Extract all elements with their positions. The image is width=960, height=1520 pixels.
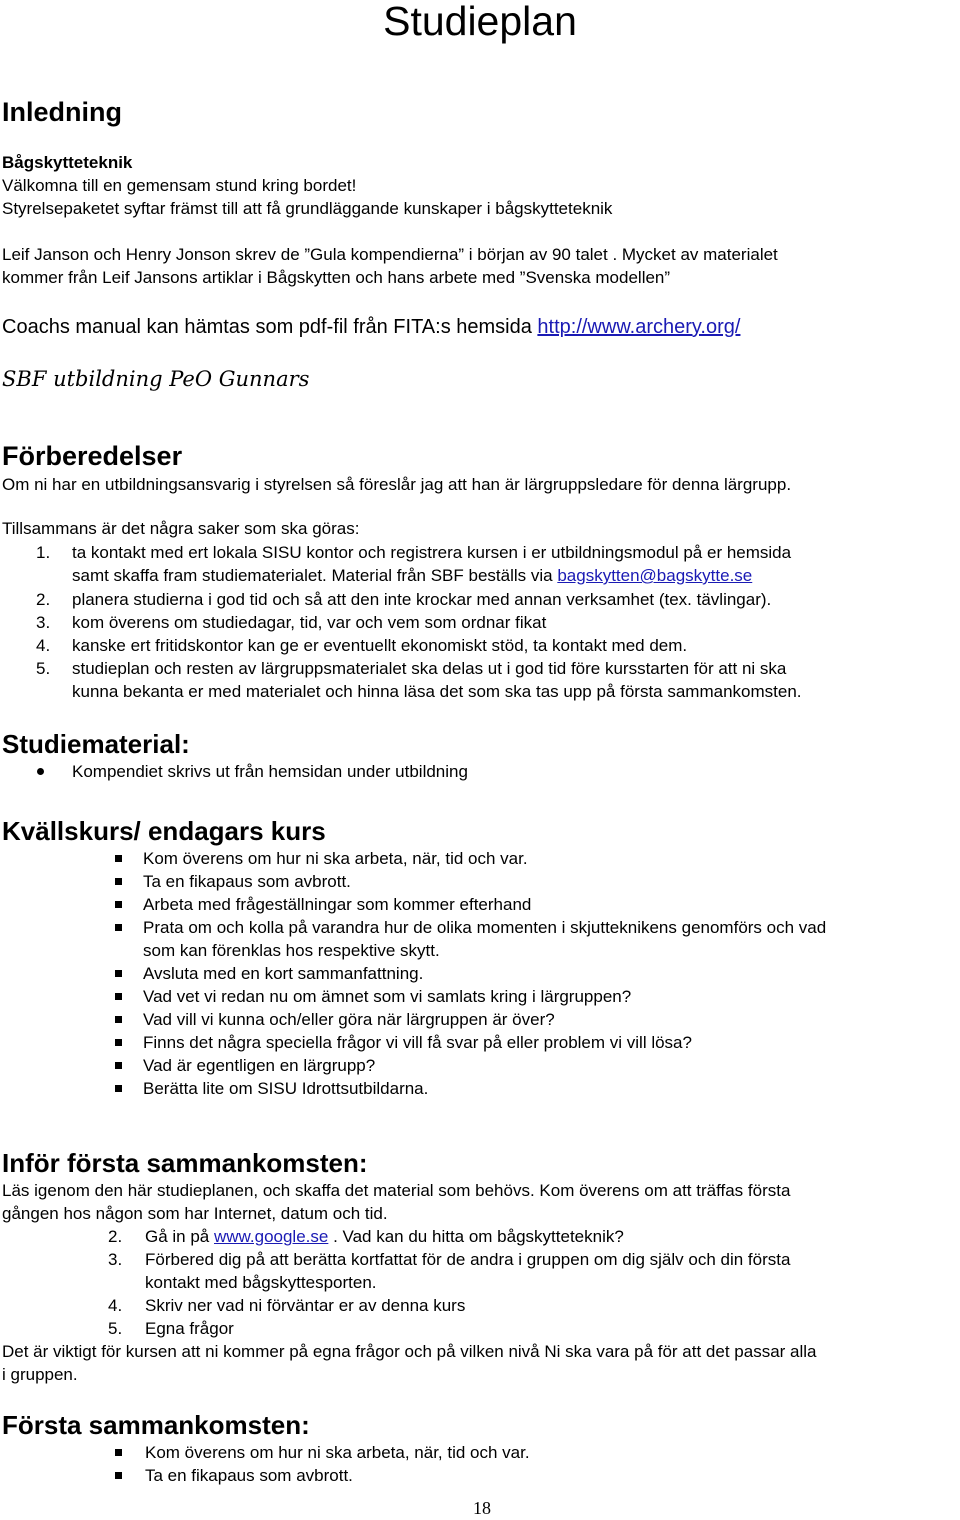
bullet-icon [37,768,44,775]
list-number: 2. [108,1227,123,1246]
list-number: 3. [36,613,51,632]
list-item: Avsluta med en kort sammanfattning. [143,964,424,983]
together-line: Tillsammans är det några saker som ska göras: [2,519,360,538]
coachs-manual-line [2,315,740,339]
list-item: planera studierna i god tid och så att den inte krockar med annan verksamhet (tex. tävlingar). [72,590,772,609]
list-number: 1. [36,543,51,562]
list-item: ta kontakt med ert lokala SISU kontor och registrera kursen i er utbildningsmodul på er hemsida [72,543,792,562]
list-number: 4. [36,636,51,655]
material-text: samt skaffa fram studiematerialet. Material från SBF beställs via [72,566,558,585]
google-pre: Gå in på [145,1227,214,1246]
list-item: Ta en fikapaus som avbrott. [145,1466,353,1485]
google-post: . Vad kan du hitta om bågskytteteknik? [328,1227,624,1246]
list-item: Vad vill vi kunna och/eller göra när lärgruppen är över? [143,1010,555,1029]
section-heading-forberedelser: Förberedelser [2,441,183,471]
square-bullet-icon [115,993,122,1000]
page-title: Studieplan [383,0,577,44]
square-bullet-icon [115,855,122,862]
square-bullet-icon [115,970,122,977]
square-bullet-icon [115,1472,122,1479]
section-heading-inledning: Inledning [2,97,122,127]
coachs-manual-text: Coachs manual kan hämtas som pdf-fil från FITA:s hemsida [2,316,538,338]
list-item: Arbeta med frågeställningar som kommer efterhand [143,895,532,914]
list-item-continued: kontakt med bågskyttesporten. [145,1273,377,1292]
list-number: 5. [108,1319,123,1338]
section-heading-studiematerial: Studiematerial: [2,729,190,759]
infor-intro-line-2: gången hos någon som har Internet, datum och tid. [2,1204,388,1223]
email-link[interactable]: bagskytten@bagskytte.se [557,566,753,585]
list-item: kom överens om studiedagar, tid, var och vem som ordnar fikat [72,613,547,632]
forberedelser-intro: Om ni har en utbildningsansvarig i styrelsen så föreslår jag att han är lärgruppsledare för denna lärgrupp. [2,475,792,494]
list-item: Prata om och kolla på varandra hur de olika momenten i skjutteknikens genomförs och vad [143,918,827,937]
list-item: Skriv ner vad ni förväntar er av denna kurs [145,1296,466,1315]
page-number: 18 [473,1498,491,1518]
section-heading-kvallskurs: Kvällskurs/ endagars kurs [2,816,326,846]
list-item: Vad är egentligen en lärgrupp? [143,1056,376,1075]
list-item: Vad vet vi redan nu om ämnet som vi samlats kring i lärgruppen? [143,987,632,1006]
list-item: Egna frågor [145,1319,234,1338]
list-number: 4. [108,1296,123,1315]
list-item-continued: som kan förenklas hos respektive skytt. [143,941,440,960]
square-bullet-icon [115,1016,122,1023]
infor-outro-line-1: Det är viktigt för kursen att ni kommer på egna frågor och på vilken nivå Ni ska vara på för att det passar alla [2,1342,817,1361]
history-line-1: Leif Janson och Henry Jonson skrev de ”Gula kompendierna” i början av 90 talet . Mycket av materialet [2,245,778,264]
google-link[interactable]: www.google.se [214,1227,329,1246]
list-item: Förbered dig på att berätta kortfattat för de andra i gruppen om dig själv och din första [145,1250,791,1269]
list-item: studieplan och resten av lärgruppsmaterialet ska delas ut i god tid före kursstarten för att ni ska [72,659,787,678]
history-line-2: kommer från Leif Jansons artiklar i Bågskytten och hans arbete med ”Svenska modellen” [2,268,671,287]
list-number: 2. [36,590,51,609]
infor-intro-line-1: Läs igenom den här studieplanen, och skaffa det material som behövs. Kom överens om att träffas första [2,1181,791,1200]
list-item: Kompendiet skrivs ut från hemsidan under utbildning [72,762,468,781]
sbf-note: SBF utbildning PeO Gunnars [2,367,310,391]
list-item: Kom överens om hur ni ska arbeta, när, tid och var. [145,1443,530,1462]
list-number: 5. [36,659,51,678]
square-bullet-icon [115,1062,122,1069]
intro-line-2: Styrelsepaketet syftar främst till att få grundläggande kunskaper i bågskytteteknik [2,199,613,218]
square-bullet-icon [115,1085,122,1092]
square-bullet-icon [115,901,122,908]
section-heading-forsta: Första sammankomsten: [2,1410,310,1440]
list-item-continued [72,565,752,587]
list-item: Finns det några speciella frågor vi vill få svar på eller problem vi vill lösa? [143,1033,692,1052]
square-bullet-icon [115,924,122,931]
square-bullet-icon [115,1039,122,1046]
list-item: Kom överens om hur ni ska arbeta, när, tid och var. [143,849,528,868]
list-number: 3. [108,1250,123,1269]
list-item: Berätta lite om SISU Idrottsutbildarna. [143,1079,429,1098]
square-bullet-icon [115,878,122,885]
archery-link[interactable]: http://www.archery.org/ [537,316,741,338]
section-heading-infor: Inför första sammankomsten: [2,1148,368,1178]
square-bullet-icon [115,1449,122,1456]
intro-line-1: Välkomna till en gemensam stund kring bordet! [2,176,357,195]
list-item-continued: kunna bekanta er med materialet och hinna läsa det som ska tas upp på första sammankomsten. [72,682,802,701]
infor-outro-line-2: i gruppen. [2,1365,78,1384]
list-item [145,1226,624,1248]
subheading-bagskytteteknik: Bågskytteteknik [2,153,133,172]
list-item: Ta en fikapaus som avbrott. [143,872,351,891]
list-item: kanske ert fritidskontor kan ge er eventuellt ekonomiskt stöd, ta kontakt med dem. [72,636,688,655]
